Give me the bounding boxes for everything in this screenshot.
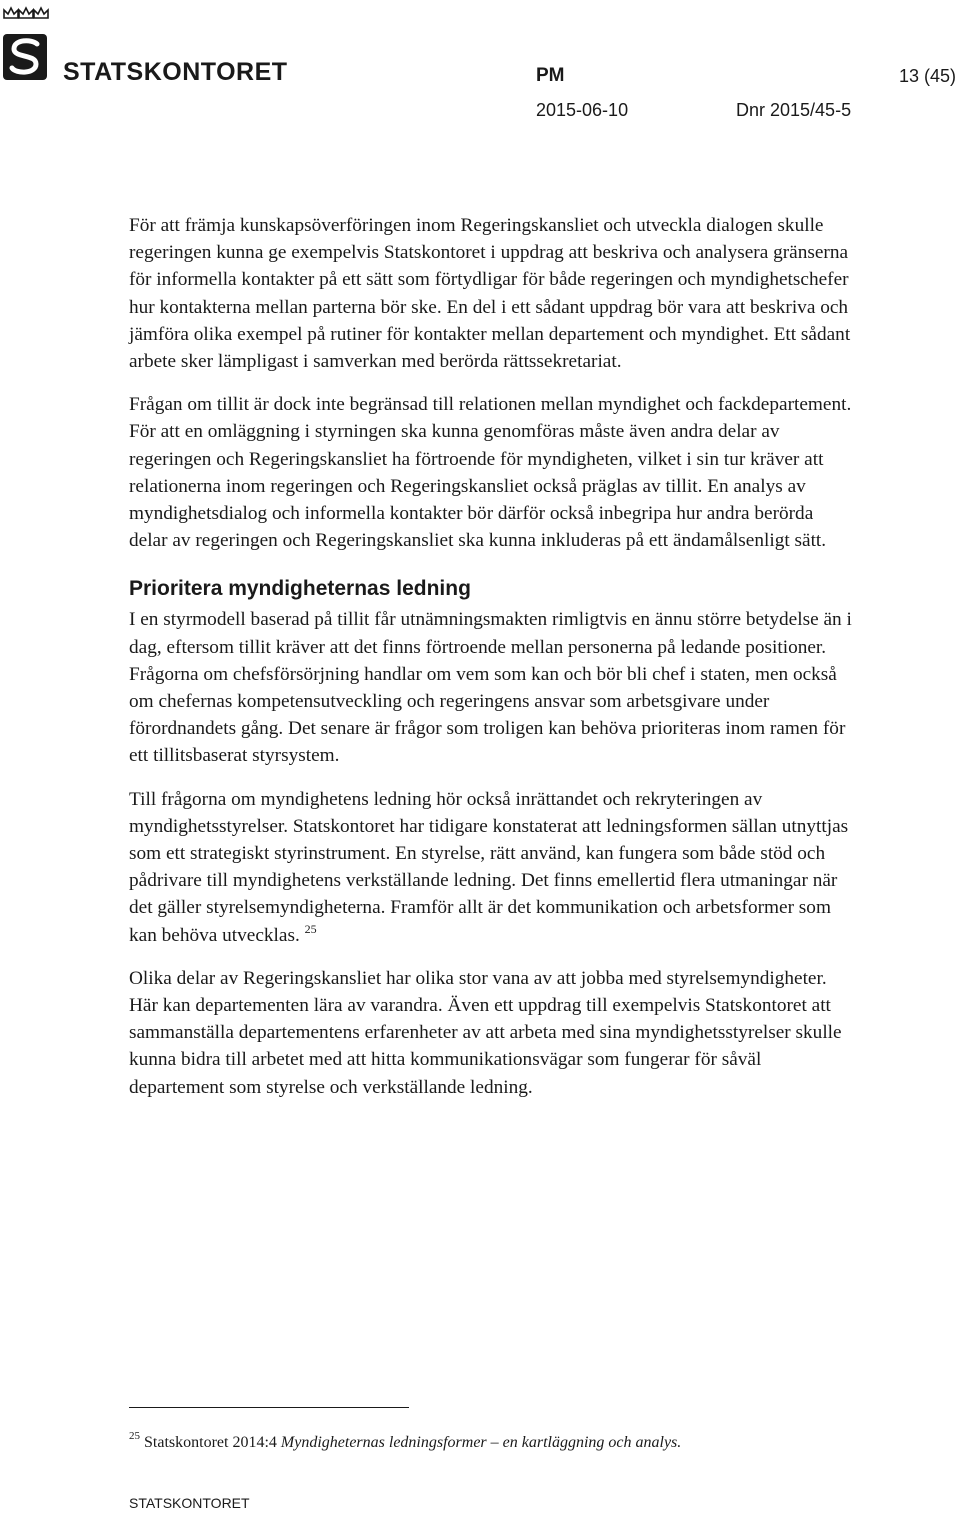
statskontoret-logo xyxy=(2,4,50,82)
footnote-source: Statskontoret 2014:4 xyxy=(144,1434,277,1451)
footnote-title: Myndigheternas ledningsformer – en kartläggning och analys. xyxy=(280,1434,682,1451)
paragraph: I en styrmodell baserad på tillit får utnämningsmakten rimligtvis en ännu större betydelse än i dag, eftersom tillit kräver att det finns förtroende mellan personerna på ledande positioner. Frågorna om chefsförsörjning handlar om vem som kan och bör bli chef i staten, men också om chefernas kompetensutveckling och regeringens ansvar som arbetsgivare under förordnandets gång. Det senare är frågor som troligen kan behöva prioriteras inom ramen för ett tillitsbaserat styrsystem. xyxy=(129,609,852,767)
section-heading: Prioritera myndigheternas ledning xyxy=(129,577,471,601)
paragraph-with-footnote xyxy=(129,786,854,949)
document-body xyxy=(129,212,854,1117)
document-date: 2015-06-10 xyxy=(536,100,629,120)
footnote xyxy=(129,1430,682,1452)
paragraph: Frågan om tillit är dock inte begränsad till relationen mellan myndighet och fackdepartement. För att en omläggning i styrningen ska kunna genomföras måste även andra delar av regeringen och Regeringskansliet ha förtroende för myndigheten, vilket i sin tur kräver att relationerna inom regeringen och Regeringskansliet också präglas av tillit. En analys av myndighetsdialog och informella kontakter bör därför också inbegripa hur andra berörda delar av regeringen och Regeringskansliet ska kunna inkluderas på ett ändamålsenligt sätt. xyxy=(129,394,852,552)
document-reference: Dnr 2015/45-5 xyxy=(736,100,852,120)
crowns-icon xyxy=(4,8,48,18)
paragraph-text: Till frågorna om myndighetens ledning hör också inrättandet och rekryteringen av myndighetsstyrelser. Statskontoret har tidigare konstaterat att ledningsformen sällan utnyttjas som ett strategiskt styrinstrument. En styrelse, rätt använd, kan fungera som både stöd och pådrivare till myndighetens verkställande ledning. Det finns emellertid flera utmaningar när det gäller styrelsemyndigheterna. Framför allt är det kommunikation och arbetsformer som kan behöva utvecklas. xyxy=(129,788,849,946)
paragraph: För att främja kunskapsöverföringen inom Regeringskansliet och utveckla dialogen skulle regeringen kunna ge exempelvis Statskontoret i uppdrag att beskriva och analysera gränserna för informella kontakter på ett sätt som förtydligar för både regeringen och myndighetschefer hur kontakterna mellan parterna bör ske. En del i ett sådant uppdrag bör vara att beskriva och jämföra olika exempel på rutiner för kontakter mellan departement och myndighet. Ett sådant arbete sker lämpligast i samverkan med berörda rättssekretariat. xyxy=(129,215,851,373)
page-footer: STATSKONTORET xyxy=(129,1495,250,1511)
footnote-reference[interactable]: 25 xyxy=(304,921,317,936)
brand-wordmark: STATSKONTORET xyxy=(63,58,288,86)
s-mark-icon xyxy=(3,34,47,80)
footnote-divider xyxy=(129,1407,409,1408)
document-type: PM xyxy=(536,65,565,86)
footnote-number: 25 xyxy=(129,1430,140,1442)
page-number: 13 (45) xyxy=(898,66,956,86)
paragraph: Olika delar av Regeringskansliet har olika stor vana av att jobba med styrelsemyndigheter. Här kan departementen lära av varandra. Även ett uppdrag till exempelvis Statskontoret att sammanställa departementens erfarenheter av att arbeta med sina myndighetsstyrelser skulle kunna bidra till arbetet med att hitta kommunikationsvägar som fungerar för såväl departement som styrelse och verkställande ledning. xyxy=(129,967,842,1098)
